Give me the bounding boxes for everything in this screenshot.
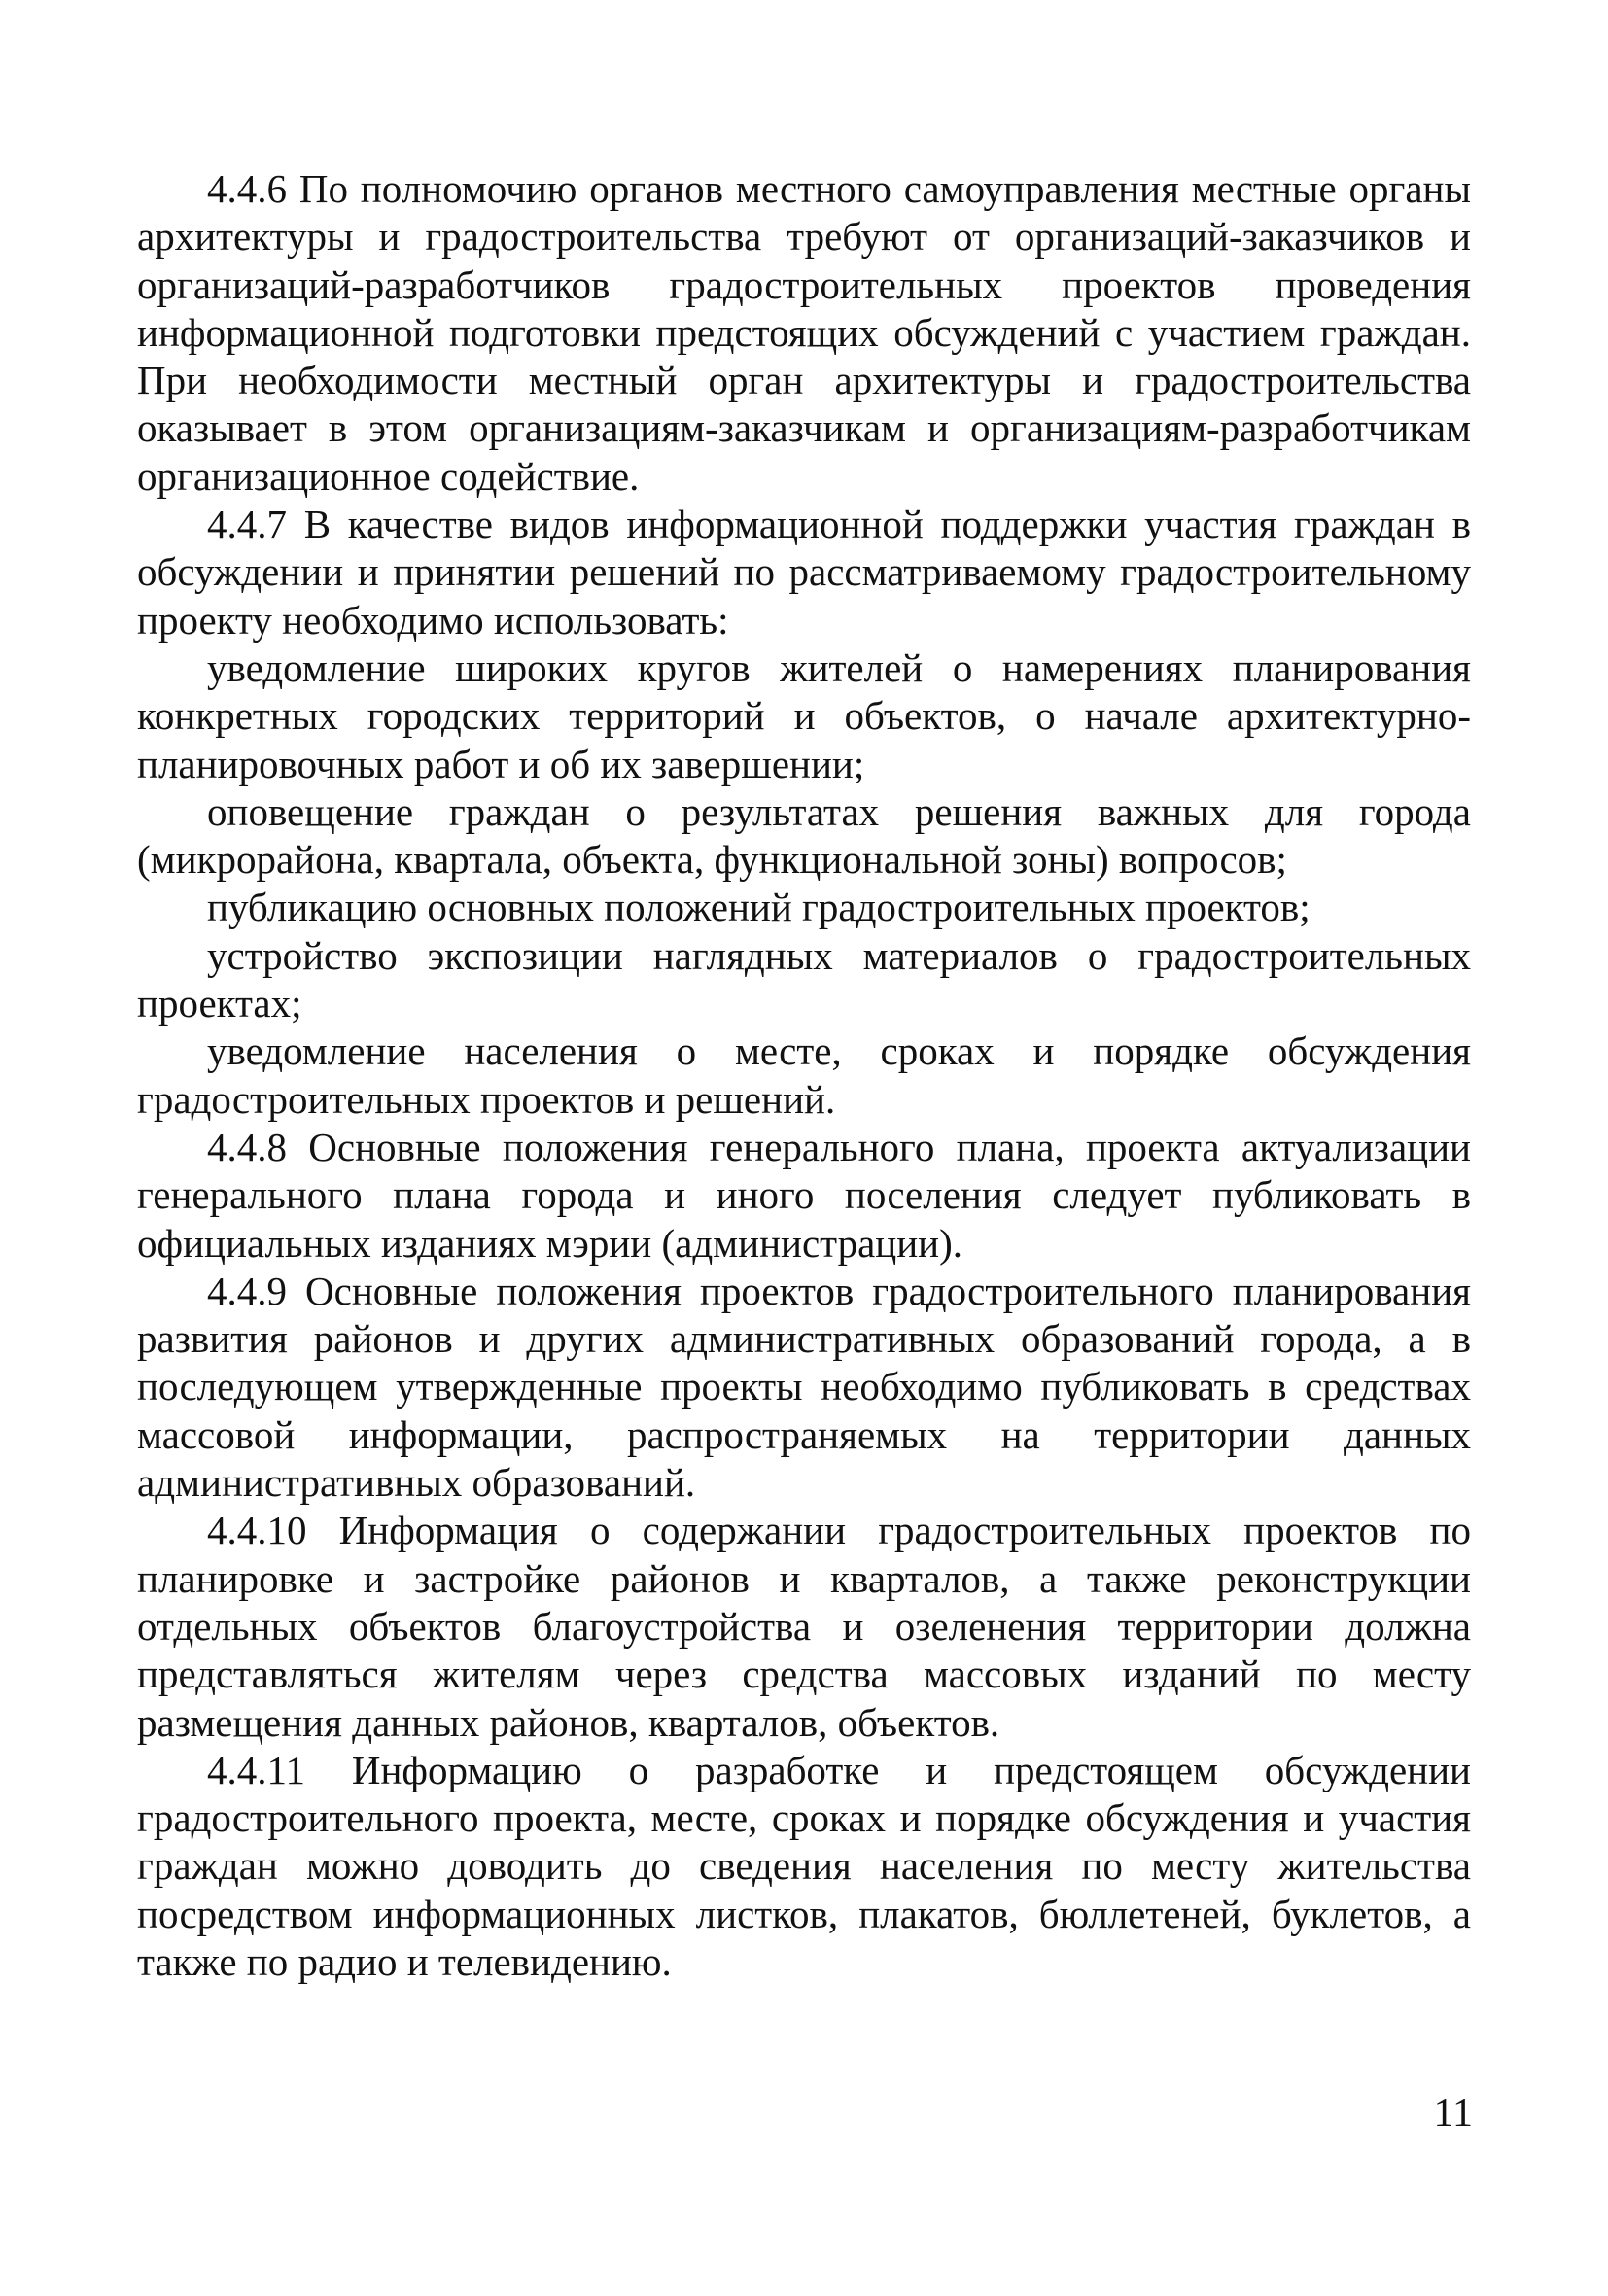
list-item: уведомление широких кругов жителей о намерениях планирования конкретных городских территорий и объектов, о начале архитектурно-планировочных работ и об их завершении;: [137, 644, 1471, 786]
list-item: устройство экспозиции наглядных материалов о градостроительных проектах;: [137, 932, 1471, 1026]
page-number: 11: [1433, 2091, 1473, 2136]
paragraph-4-4-7: 4.4.7 В качестве видов информационной поддержки участия граждан в обсуждении и принятии решений по рассматриваемому градостроительному проекту необходимо использовать:: [137, 502, 1471, 643]
paragraph-4-4-6: 4.4.6 По полномочию органов местного самоуправления местные органы архитектуры и градостроительства требуют от организаций-заказчиков и организаций-разработчиков градостроительных проектов проведения информационной подготовки предстоящих обсуждений с участием граждан. При необходимости местный орган архитектуры и градостроительства оказывает в этом организациям-заказчикам и организациям-разработчикам организационное содействие.: [137, 166, 1471, 499]
paragraph-4-4-11: 4.4.11 Информацию о разработке и предстоящем обсуждении градостроительного проекта, месте, сроках и порядке обсуждения и участия граждан можно доводить до сведения населения по месту жительства посредством информационных листков, плакатов, бюллетеней, буклетов, а также по радио и телевидению.: [137, 1747, 1471, 1984]
list-item: уведомление населения о месте, сроках и порядке обсуждения градостроительных проектов и решений.: [137, 1028, 1471, 1122]
paragraph-4-4-9: 4.4.9 Основные положения проектов градостроительного планирования развития районов и других административных образований города, а в последующем утвержденные проекты необходимо публиковать в средствах массовой информации, распространяемых на территории данных административных образований.: [137, 1268, 1471, 1506]
list-item: оповещение граждан о результатах решения важных для города (микрорайона, квартала, объекта, функциональной зоны) вопросов;: [137, 788, 1471, 883]
paragraph-4-4-10: 4.4.10 Информация о содержании градостроительных проектов по планировке и застройке районов и кварталов, а также реконструкции отдельных объектов благоустройства и озеленения территории должна представляться жителям через средства массовых изданий по месту размещения данных районов, кварталов, объектов.: [137, 1508, 1471, 1745]
body-text: [137, 165, 1471, 1986]
list-item: публикацию основных положений градостроительных проектов;: [207, 885, 1311, 930]
paragraph-4-4-8: 4.4.8 Основные положения генерального плана, проекта актуализации генерального плана города и иного поселения следует публиковать в официальных изданиях мэрии (администрации).: [137, 1124, 1471, 1266]
